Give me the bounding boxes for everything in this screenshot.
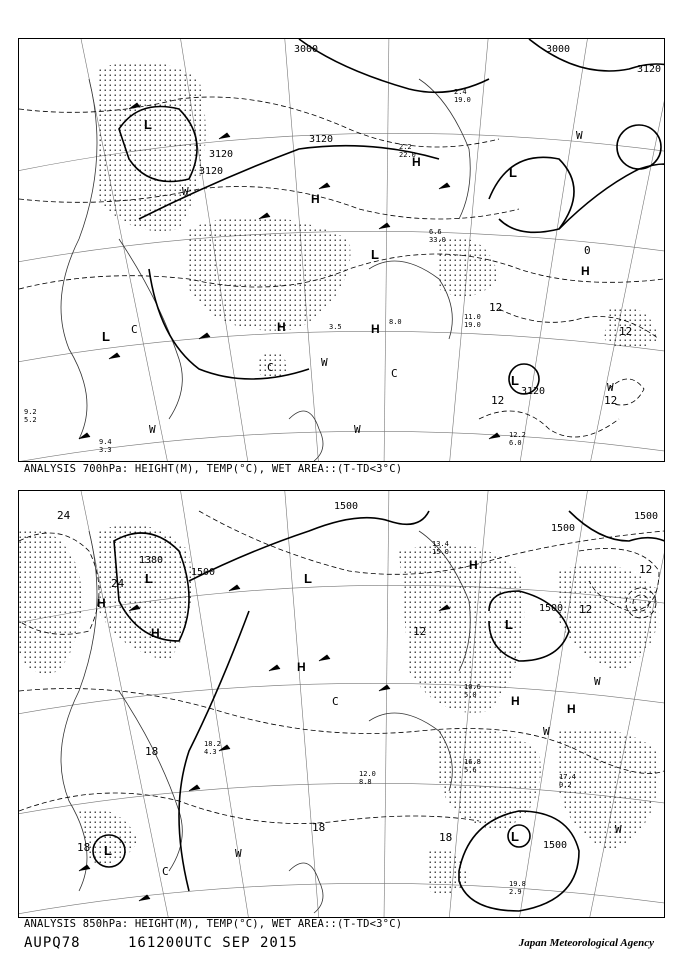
warm-marker: W — [235, 847, 242, 860]
warm-marker: W — [354, 423, 361, 436]
isotherm-label: 12 — [639, 563, 653, 576]
agency-name: Japan Meteorological Agency — [518, 937, 654, 949]
station-dewpoint: 6.0 — [509, 439, 522, 447]
warm-marker: W — [607, 381, 614, 394]
station-dewpoint: 33.0 — [429, 236, 446, 244]
station-temp: 12.2 — [509, 431, 526, 439]
contour-label: 1500 — [334, 501, 359, 512]
map-850hpa-canvas — [19, 491, 664, 917]
low-marker: L — [104, 843, 112, 858]
map-700hpa-canvas — [19, 39, 664, 461]
station-temp: 9.2 — [24, 408, 37, 416]
low-marker: L — [509, 165, 517, 180]
caption-700hpa: ANALYSIS 700hPa: HEIGHT(M), TEMP(°C), WET AREA::(T-TD<3°C) — [24, 463, 403, 475]
contour-label: 1380 — [139, 555, 164, 566]
cold-marker: C — [391, 367, 398, 380]
station-temp: 11.0 — [464, 313, 481, 321]
isotherm-label: 12 — [604, 394, 618, 407]
low-marker: L — [511, 373, 519, 388]
high-marker: H — [97, 596, 106, 610]
high-marker: H — [581, 264, 590, 278]
warm-marker: W — [615, 823, 622, 836]
station-temp: 10.6 — [464, 683, 481, 691]
warm-marker: W — [182, 185, 189, 198]
station-dewpoint: 3.5 — [329, 323, 342, 331]
low-marker: L — [102, 329, 110, 344]
low-marker: L — [144, 117, 152, 132]
station-temp: 16.8 — [464, 758, 481, 766]
station-dewpoint: 4.3 — [204, 748, 217, 756]
high-marker: H — [277, 320, 286, 334]
station-temp: 2.4 — [454, 88, 467, 96]
cold-marker: C — [267, 361, 274, 374]
high-marker: H — [511, 694, 520, 708]
map-panel-700hpa — [18, 38, 665, 462]
isotherm-label: 18 — [77, 841, 91, 854]
low-marker: L — [145, 571, 153, 586]
high-marker: H — [297, 660, 306, 674]
high-marker: H — [371, 322, 380, 336]
station-dewpoint: 19.0 — [454, 96, 471, 104]
warm-marker: W — [594, 675, 601, 688]
isotherm-label: 24 — [111, 577, 125, 590]
station-dewpoint: 3.3 — [99, 446, 112, 454]
isotherm-label: 12 — [489, 301, 503, 314]
high-marker: H — [469, 558, 478, 572]
high-marker: H — [151, 626, 160, 640]
isotherm-label: 12 — [491, 394, 505, 407]
station-dewpoint: 22.0 — [399, 151, 416, 159]
station-temp: 17.4 — [559, 773, 576, 781]
contour-label: 3120 — [637, 64, 662, 75]
station-temp: 12.0 — [359, 770, 376, 778]
isotherm-label: 18 — [312, 821, 326, 834]
warm-marker: W — [149, 423, 156, 436]
isotherm-label: 12 — [413, 625, 427, 638]
chart-code: AUPQ78 — [24, 935, 81, 951]
warm-marker: W — [321, 356, 328, 369]
isotherm-label: 18 — [145, 745, 159, 758]
high-marker: H — [412, 155, 421, 169]
isotherm-label: 24 — [57, 509, 71, 522]
low-marker: L — [304, 571, 312, 586]
station-dewpoint: 2.9 — [509, 888, 522, 896]
isotherm-label: 18 — [439, 831, 453, 844]
contour-label: 1500 — [634, 511, 659, 522]
station-dewpoint: 5.6 — [464, 766, 477, 774]
station-temp: 13.4 — [432, 540, 449, 548]
high-marker: H — [311, 192, 320, 206]
contour-label: 3120 — [309, 134, 334, 145]
isotherm-label: 12 — [619, 325, 633, 338]
warm-marker: W — [576, 129, 583, 142]
map-panel-850hpa — [18, 490, 665, 918]
low-marker: L — [371, 247, 379, 262]
cold-marker: C — [131, 323, 138, 336]
valid-time: 161200UTC SEP 2015 — [128, 935, 298, 951]
station-temp: 2.2 — [399, 143, 412, 151]
contour-label: 1500 — [543, 840, 568, 851]
isotherm-label: 12 — [579, 603, 593, 616]
contour-label: 3120 — [521, 386, 546, 397]
station-temp: 8.0 — [389, 318, 402, 326]
warm-marker: W — [543, 725, 550, 738]
contour-label: 1500 — [191, 567, 216, 578]
station-dewpoint: 8.8 — [359, 778, 372, 786]
station-dewpoint: 5.0 — [464, 691, 477, 699]
high-marker: H — [567, 702, 576, 716]
station-temp: 19.8 — [509, 880, 526, 888]
low-marker: L — [505, 617, 513, 632]
contour-label: 3000 — [294, 44, 319, 55]
station-dewpoint: 0.2 — [559, 781, 572, 789]
station-dewpoint: 19.0 — [464, 321, 481, 329]
cold-marker: C — [332, 695, 339, 708]
isotherm-label: 0 — [584, 244, 591, 257]
station-temp: 9.4 — [99, 438, 112, 446]
station-temp: 18.2 — [204, 740, 221, 748]
caption-850hpa: ANALYSIS 850hPa: HEIGHT(M), TEMP(°C), WET AREA::(T-TD<3°C) — [24, 918, 403, 930]
contour-label: 3000 — [546, 44, 571, 55]
contour-label: 3120 — [199, 166, 224, 177]
contour-label: 3120 — [209, 149, 234, 160]
contour-label: 1500 — [551, 523, 576, 534]
contour-label: 1500 — [539, 603, 564, 614]
cold-marker: C — [162, 865, 169, 878]
station-dewpoint: 5.2 — [24, 416, 37, 424]
station-dewpoint: 15.0 — [432, 548, 449, 556]
station-temp: 6.6 — [429, 228, 442, 236]
low-marker: L — [511, 829, 519, 844]
